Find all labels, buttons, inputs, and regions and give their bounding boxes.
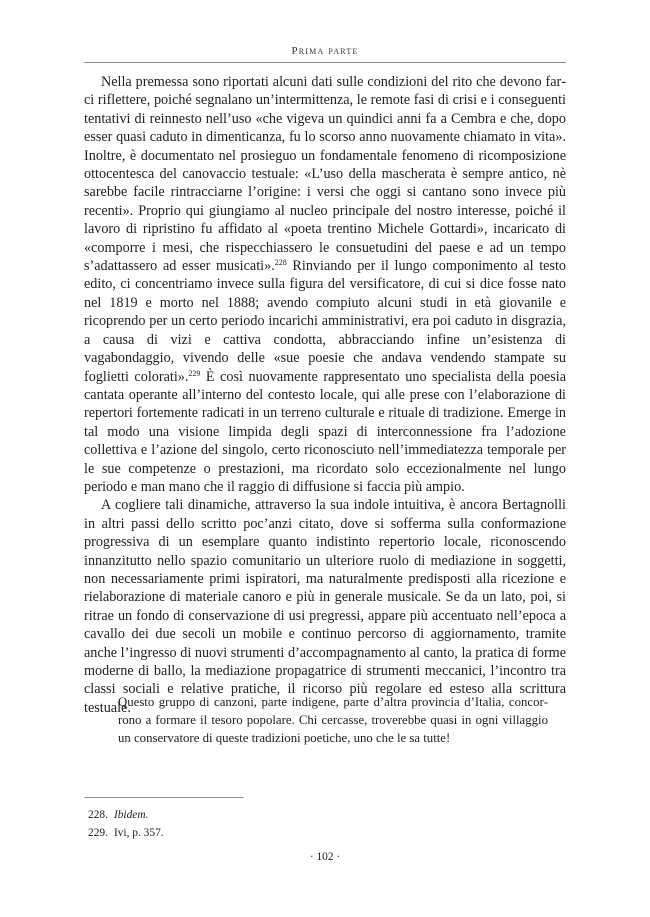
main-text	[84, 73, 566, 717]
footnote-rule	[84, 797, 244, 798]
footnotes	[88, 806, 164, 842]
paragraph-1-text-a: Nella premessa sono riportati alcuni dati sulle condizioni del rito che devono farci riflettere, poiché segnalano un’intermittenza, le remote fasi di crisi e i conseguenti tentativi di reinnesto nell’uso «che vigeva un quindici anni fa a Cembra e che, dopo esser quasi caduto in dimenticanza, fu lo scorso anno nuovamente chiamato in vita». Inoltre, è documentato nel prosieguo un fondamentale fenomeno di ricomposizione ottocentesca del canovaccio testuale: «L’uso della mascherata è sempre antico, nè sarebbe facile rintracciarne l’origine: i versi che oggi si cantano sono invece più recenti». Proprio qui giungiamo al nucleo principale del nostro interesse, poiché il lavoro di ripristino fu affidato al «poeta trentino Michele Gottardi», incaricato di «comporre i mesi, che rispecchiassero le consuetudini del paese e ad un tempo s’adattassero ad esser musicati».	[84, 74, 566, 275]
footnote-ref-229[interactable]: 229	[188, 368, 201, 378]
page-number: · 102 ·	[309, 851, 341, 863]
paragraph-1-text-c: È così nuovamente rappresentato uno specialista della poesia cantata operante all’interno del contesto locale, qui alle prese con l’elaborazione di repertori fortemente radicati in un terreno culturale e rituale di tradizione. Emerge in tal modo una visione limpida degli spazi di interconnessione fra l’adozione collettiva e l’azione del singolo, certo riconosciuto nell’immediatezza temporale per le sue competenze o prestazioni, ma ricordato solo eccezionalmente nel lungo periodo e man mano che il raggio di diffusione si faccia più ampio.	[84, 368, 566, 495]
footnote-number: 229.	[88, 827, 108, 839]
footnote-text: Ibidem.	[113, 809, 149, 821]
paragraph-2: A cogliere tali dinamiche, attraverso la sua indole intuitiva, è ancora Bertagnolli in altri passi dello scritto poc’anzi citato, dove si sofferma sulla conformazione progressiva di un esemplare quanto indistinto repertorio locale, riconoscendo innanzitutto nello spazio comunitario un ulteriore ruolo di mediazione in soggetti, non necessariamente primi ispiratori, ma naturalmente predisposti alla ricezione e rielaborazione di materiale canoro e più in generale musicale. Se da un lato, poi, si ritrae un fondo di conservazione di usi pregressi, appare più accentuato nell’epoca a cavallo dei due secoli un mobile e continuo percorso di aggiornamento, tramite anche l’ingresso di nuovi strumenti d’accompagnamento al canto, la pratica di forme moderne di ballo, la mediazione propagatrice di strumenti meccanici, l’incontro tra classi sociali e relative pratiche, il ricorso più regolare ed esteso alla scrittura testuale.	[84, 497, 566, 716]
block-quote: Questo gruppo di canzoni, parte indigene, parte d’altra provincia d’Italia, concorrono a formare il tesoro popolare. Chi cercasse, troverebbe quasi in ogni villaggio un conservatore di queste tradizioni poetiche, uno che le sa tutte!	[118, 695, 548, 746]
header-rule	[84, 62, 566, 63]
footnote-229	[88, 824, 164, 842]
paragraph-1-text-b: Rinviando per il lungo componimento al testo edito, ci concentriamo invece sulla figura del versificatore, di cui si dice fosse nato nel 1819 e morto nel 1888; avendo compiuto alcuni studi in età giovanile e ricoprendo per un certo periodo incarichi amministrativi, era poi caduto in disgrazia, a causa di vizi e cattiva condotta, abbracciando infine un’esistenza di vagabondaggio, vivendo delle «sue poesie che andava vendendo stampate su foglietti colorati».	[84, 258, 566, 385]
footnote-228	[88, 806, 164, 824]
running-head: Prima parte	[291, 45, 359, 57]
paragraph-1	[84, 73, 566, 496]
footnote-text: Ivi, p. 357.	[113, 827, 164, 839]
footnote-ref-228[interactable]: 228	[274, 258, 287, 268]
footnote-number: 228.	[88, 809, 108, 821]
